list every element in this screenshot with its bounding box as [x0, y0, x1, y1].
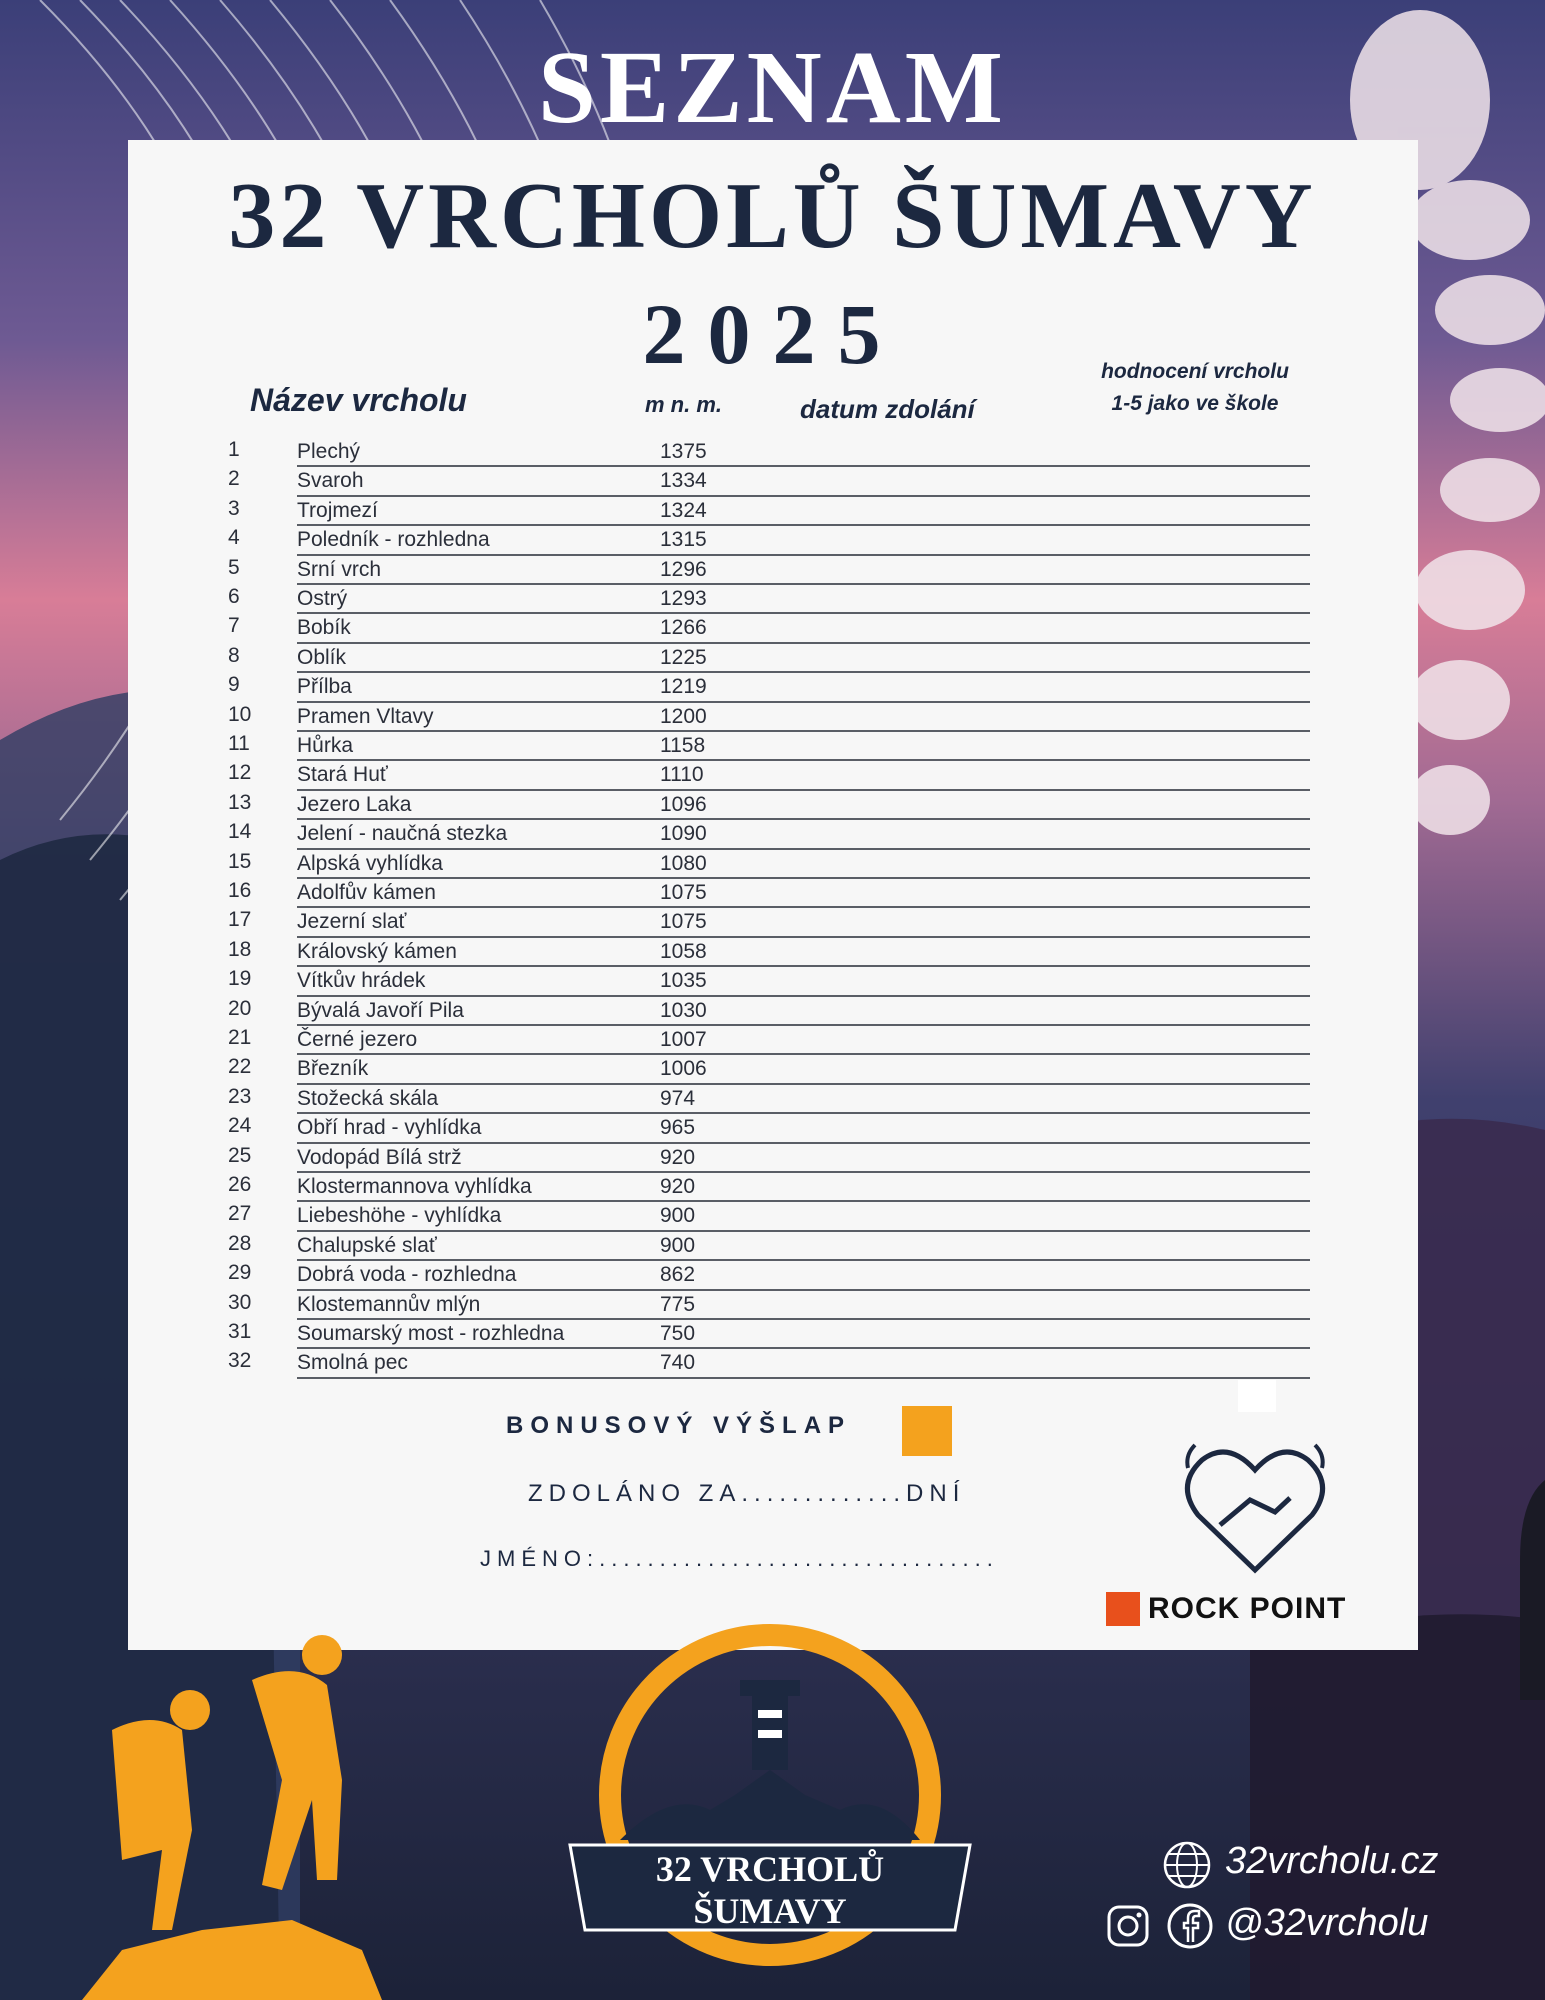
peak-num: 17 — [228, 908, 252, 932]
peak-name: Dobrá voda - rozhledna — [297, 1263, 517, 1287]
peak-row — [220, 673, 1310, 702]
name-field[interactable]: JMÉNO:................................. — [480, 1546, 999, 1571]
rating-header-line1: hodnocení vrcholu — [1101, 360, 1289, 383]
peak-row — [220, 850, 1310, 879]
peak-row — [220, 791, 1310, 820]
peak-name: Trojmezí — [297, 498, 378, 522]
peak-name: Vodopád Bílá strž — [297, 1145, 462, 1169]
peak-num: 22 — [228, 1055, 252, 1079]
peak-name: Stará Huť — [297, 763, 388, 787]
peak-num: 25 — [228, 1143, 252, 1167]
peak-num: 31 — [228, 1320, 252, 1343]
peak-row — [220, 585, 1310, 614]
peak-name: Chalupské slať — [297, 1233, 437, 1257]
peak-name: Vítkův hrádek — [297, 969, 426, 993]
peak-name: Obří hrad - vyhlídka — [297, 1116, 482, 1140]
peak-name: Svaroh — [297, 469, 364, 493]
peak-row — [220, 1320, 1310, 1349]
peak-name: Smolná pec — [297, 1351, 408, 1375]
peak-row — [220, 703, 1310, 732]
peak-row — [220, 1291, 1310, 1320]
peak-name: Březník — [297, 1057, 369, 1081]
peak-num: 7 — [228, 614, 240, 638]
peak-num: 20 — [228, 996, 252, 1020]
peak-elev: 1296 — [660, 557, 707, 581]
peak-num: 5 — [228, 555, 240, 579]
peak-row — [220, 1055, 1310, 1084]
peak-row — [220, 556, 1310, 585]
peak-name: Liebeshöhe - vyhlídka — [297, 1204, 502, 1228]
peak-elev: 1315 — [660, 528, 707, 552]
peak-row — [220, 526, 1310, 555]
peak-row — [220, 879, 1310, 908]
peak-num: 2 — [228, 467, 240, 491]
peak-name: Hůrka — [297, 734, 354, 757]
peak-num: 8 — [228, 643, 240, 667]
page-title: 32 VRCHOLŮ ŠUMAVY — [228, 164, 1317, 268]
peak-elev: 1334 — [660, 469, 707, 493]
peak-elev: 1158 — [660, 734, 706, 757]
peak-num: 1 — [228, 438, 240, 461]
peak-row — [220, 497, 1310, 526]
peak-elev: 1219 — [660, 675, 707, 699]
peak-elev: 920 — [660, 1175, 696, 1198]
peak-name: Adolfův kámen — [297, 881, 436, 904]
peak-name: Jezero Laka — [297, 792, 412, 816]
peak-row — [220, 1144, 1310, 1173]
column-header-date: datum zdolání — [800, 394, 975, 424]
peak-elev: 1090 — [660, 822, 707, 846]
peak-row — [220, 614, 1310, 643]
peak-name: Poledník - rozhledna — [297, 528, 490, 552]
rockpoint-mark-icon — [1106, 1592, 1140, 1626]
facebook-icon[interactable] — [1166, 1902, 1214, 1950]
peak-elev: 920 — [660, 1145, 696, 1169]
peak-row — [220, 820, 1310, 849]
column-header-name: Název vrcholu — [250, 382, 467, 418]
peak-row — [220, 761, 1310, 790]
peak-num: 12 — [228, 761, 252, 785]
peak-elev: 1030 — [660, 998, 707, 1022]
peak-name: Klostermannova vyhlídka — [297, 1175, 532, 1198]
peak-elev: 1058 — [660, 939, 707, 963]
peak-num: 19 — [228, 967, 252, 991]
badge-text: 32 VRCHOLŮ ŠUMAVY — [655, 1849, 885, 1931]
website-link[interactable]: 32vrcholu.cz — [1225, 1840, 1439, 1882]
peak-elev: 1080 — [660, 851, 707, 875]
peak-name: Ostrý — [297, 587, 348, 610]
peak-elev: 1006 — [660, 1057, 707, 1081]
peak-name: Bobík — [297, 616, 351, 640]
peak-row — [220, 967, 1310, 996]
globe-icon — [1162, 1840, 1212, 1890]
peak-num: 27 — [228, 1202, 252, 1226]
peak-name: Královský kámen — [297, 939, 457, 963]
peak-elev: 862 — [660, 1263, 696, 1287]
peak-elev: 1035 — [660, 969, 707, 993]
peak-name: Plechý — [297, 440, 361, 463]
peak-num: 10 — [228, 702, 252, 726]
peak-row — [220, 1026, 1310, 1055]
peak-num: 16 — [228, 879, 252, 902]
peak-row — [220, 938, 1310, 967]
peak-row — [220, 997, 1310, 1026]
peak-elev: 750 — [660, 1322, 696, 1345]
peak-elev: 1075 — [660, 910, 707, 934]
peak-name: Pramen Vltavy — [297, 704, 434, 728]
peak-row — [220, 1173, 1310, 1202]
peak-name: Bývalá Javoří Pila — [297, 998, 464, 1022]
peak-name: Jelení - naučná stezka — [297, 822, 508, 846]
rockpoint-text: ROCK POINT — [1148, 1592, 1347, 1625]
peak-num: 9 — [228, 673, 240, 697]
peak-num: 13 — [228, 790, 252, 814]
top-title: SEZNAM — [538, 30, 1007, 145]
peak-row — [220, 1085, 1310, 1114]
completed-days-field[interactable]: ZDOLÁNO ZA.............DNÍ — [528, 1480, 966, 1507]
hikers-silhouette-icon — [82, 1630, 392, 2000]
bonus-checkbox[interactable] — [902, 1406, 952, 1456]
peak-elev: 1096 — [660, 792, 707, 816]
rating-header-line2: 1-5 jako ve škole — [1111, 392, 1279, 415]
peak-num: 18 — [228, 937, 252, 961]
peak-elev: 1375 — [660, 440, 707, 463]
peak-elev: 775 — [660, 1292, 696, 1316]
peak-num: 14 — [228, 820, 252, 844]
peak-elev: 740 — [660, 1351, 696, 1375]
peak-num: 29 — [228, 1261, 252, 1285]
peak-row — [220, 1114, 1310, 1143]
peak-num: 21 — [228, 1026, 252, 1049]
peak-num: 4 — [228, 526, 240, 550]
peak-name: Oblík — [297, 645, 347, 669]
peak-name: Soumarský most - rozhledna — [297, 1322, 565, 1345]
peak-name: Stožecká skála — [297, 1086, 439, 1110]
peak-row — [220, 467, 1310, 496]
peak-name: Černé jezero — [297, 1028, 418, 1051]
peak-num: 32 — [228, 1349, 252, 1373]
peak-elev: 900 — [660, 1233, 696, 1257]
peak-name: Alpská vyhlídka — [297, 851, 443, 875]
social-handle[interactable]: @32vrcholu — [1225, 1902, 1429, 1944]
peak-elev: 1293 — [660, 587, 707, 610]
peak-row — [220, 644, 1310, 673]
peak-num: 26 — [228, 1173, 252, 1196]
peak-elev: 1266 — [660, 616, 707, 640]
peak-row — [220, 1232, 1310, 1261]
peak-name: Jezerní slať — [297, 910, 407, 934]
peak-elev: 1324 — [660, 498, 707, 522]
row-divider — [297, 1377, 1310, 1379]
column-header-rating — [1085, 360, 1305, 416]
bonus-label: BONUSOVÝ VÝŠLAP — [506, 1412, 852, 1439]
peak-num: 30 — [228, 1290, 252, 1314]
column-header-elevation: m n. m. — [645, 392, 723, 417]
peak-elev: 1007 — [660, 1028, 707, 1051]
instagram-icon[interactable] — [1106, 1904, 1150, 1948]
peak-elev: 1110 — [660, 763, 704, 787]
year-title: 2025 — [642, 286, 903, 382]
peak-row — [220, 908, 1310, 937]
peak-elev: 900 — [660, 1204, 696, 1228]
peak-num: 15 — [228, 849, 252, 873]
peak-name: Srní vrch — [297, 557, 382, 581]
peak-name: Přílba — [297, 675, 352, 699]
peak-elev: 965 — [660, 1116, 696, 1140]
peak-row — [220, 1261, 1310, 1290]
peak-num: 11 — [228, 732, 250, 755]
peak-row — [220, 732, 1310, 761]
summit-badge — [560, 1620, 980, 1990]
heart-handshake-icon — [1180, 1430, 1330, 1580]
blank-box — [1238, 1380, 1276, 1412]
peak-num: 23 — [228, 1084, 252, 1108]
peak-row — [220, 1349, 1310, 1378]
peak-num: 24 — [228, 1114, 252, 1138]
peak-name: Klostemannův mlýn — [297, 1292, 481, 1316]
peak-elev: 1225 — [660, 645, 707, 669]
peak-elev: 1200 — [660, 704, 707, 728]
peak-elev: 974 — [660, 1086, 696, 1110]
peak-num: 3 — [228, 496, 240, 520]
rockpoint-logo — [1106, 1592, 1346, 1626]
peak-num: 6 — [228, 585, 240, 608]
peak-row — [220, 438, 1310, 467]
peak-row — [220, 1202, 1310, 1231]
peak-num: 28 — [228, 1231, 252, 1255]
peak-elev: 1075 — [660, 881, 707, 904]
